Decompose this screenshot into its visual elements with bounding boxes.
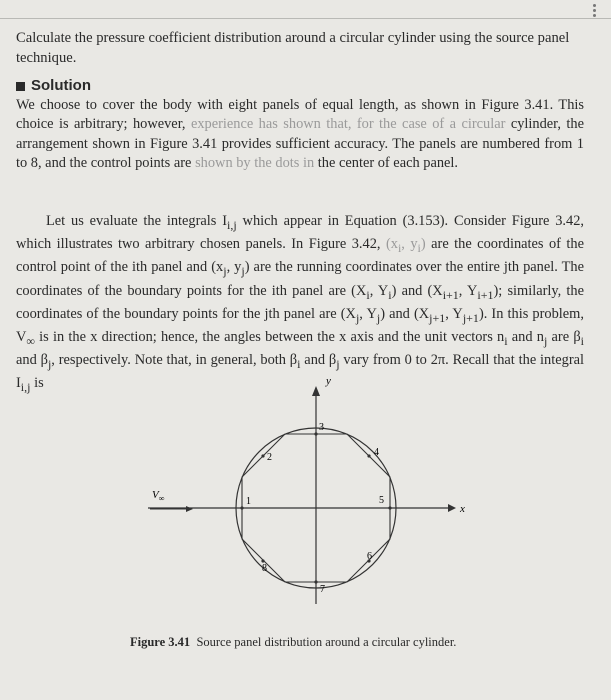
p2-h-sub1: i bbox=[297, 356, 301, 371]
p2-e-sub3: i+1 bbox=[442, 287, 459, 302]
panel-label-4: 4 bbox=[374, 447, 379, 458]
p2-e3: ) and (X bbox=[391, 282, 443, 299]
p2-h-sub3: i,j bbox=[20, 380, 31, 395]
panel-label-6: 6 bbox=[367, 551, 372, 562]
caption-label: Figure 3.41 bbox=[130, 635, 191, 649]
solution-heading bbox=[16, 76, 91, 96]
control-point-5 bbox=[388, 506, 391, 509]
p2-c: (x bbox=[385, 236, 398, 253]
p2-h4: is bbox=[30, 375, 44, 392]
y-axis-label: y bbox=[326, 375, 331, 387]
p2-e2: , Y bbox=[369, 282, 389, 299]
p2-h-sub2: j bbox=[336, 356, 340, 371]
p2-d-sub2: j bbox=[241, 264, 245, 279]
p2-c3: ) bbox=[420, 236, 426, 253]
p2-f3: ) and (X bbox=[380, 305, 430, 322]
p2-g-sub3: i bbox=[580, 333, 584, 348]
x-axis-arrow-icon bbox=[448, 504, 456, 512]
figure-3-41 bbox=[130, 372, 470, 634]
control-point-2 bbox=[261, 454, 264, 457]
panel-label-1: 1 bbox=[246, 496, 251, 507]
caption-text: Source panel distribution around a circular cylinder. bbox=[196, 635, 457, 649]
p2-f-sub4: j+1 bbox=[462, 310, 479, 325]
p2-c2: , y bbox=[401, 236, 418, 253]
p2-e-sub4: i+1 bbox=[477, 287, 494, 302]
panel-label-3: 3 bbox=[319, 422, 324, 433]
p2-f2: , Y bbox=[359, 305, 377, 322]
control-point-7 bbox=[314, 580, 317, 583]
p2-f-sub1: j bbox=[355, 310, 360, 325]
panel-label-2: 2 bbox=[267, 452, 272, 463]
p2-g4: and β bbox=[16, 352, 48, 369]
p2-f4: , Y bbox=[445, 305, 463, 322]
y-axis-arrow-icon bbox=[312, 386, 320, 396]
p2-c-sub1: i bbox=[397, 241, 402, 256]
p2-d3: ) are the running coordinates over the entire jth panel. The coordinates of the boundary points for the ith panel are (X bbox=[16, 259, 585, 299]
panel-label-7: 7 bbox=[320, 584, 325, 595]
p2-g2: and n bbox=[507, 328, 544, 345]
p2-e-sub1: i bbox=[366, 287, 370, 302]
x-axis-label: x bbox=[460, 503, 465, 515]
p2-d-sub1: j bbox=[223, 264, 227, 279]
p2-g5: , respectively. Note that, in general, both β bbox=[51, 352, 298, 369]
p2-e5: ); similarly, the coordinates of the boundary points for the jth panel are (X bbox=[16, 282, 584, 322]
control-point-4 bbox=[367, 454, 370, 457]
solution-heading-label: Solution bbox=[31, 77, 91, 94]
para1-text-c: cylinder, the arrangement shown in Figure 3.41 provides sufficient accuracy. The panels are numbered from 1 to 8, and the control points are bbox=[16, 116, 584, 171]
p2-d2: , y bbox=[226, 259, 242, 276]
p2-g-sub2: j bbox=[543, 333, 548, 348]
freestream-arrowhead-icon bbox=[186, 506, 193, 512]
control-point-1 bbox=[240, 506, 243, 509]
paragraph-2 bbox=[16, 212, 584, 397]
panel-label-5: 5 bbox=[379, 495, 384, 506]
panel-label-8: 8 bbox=[262, 563, 267, 574]
bullet-square-icon bbox=[16, 82, 25, 91]
para1-text-b: experience has shown that, for the case of a circular bbox=[190, 116, 506, 133]
top-divider bbox=[0, 18, 611, 19]
p2-g3: are β bbox=[547, 328, 581, 345]
p2-b: which appear in Equation (3.153). Consider Figure 3.42, which illustrates two arbitrary chosen panels. In Figure 3.42, bbox=[16, 213, 584, 253]
p2-f-sub5: ∞ bbox=[26, 333, 35, 348]
p2-g: is in the x direction; hence, the angles between the x axis and the unit vectors n bbox=[34, 328, 505, 345]
para1-text-e: the center of each panel. bbox=[317, 154, 459, 171]
p2-g-sub4: j bbox=[47, 356, 52, 371]
p2-d: are the coordinates of the control point of the ith panel and (x bbox=[16, 236, 584, 276]
p2-f-sub3: j+1 bbox=[429, 310, 446, 325]
more-options-icon[interactable] bbox=[585, 2, 603, 22]
p2-g-sub1: i bbox=[504, 333, 508, 348]
p2-a-sub: i,j bbox=[227, 217, 237, 232]
p2-e-sub2: i bbox=[388, 287, 392, 302]
p2-e4: , Y bbox=[458, 282, 478, 299]
para1-text-d: shown by the dots in bbox=[195, 154, 315, 171]
paragraph-1 bbox=[16, 96, 584, 173]
control-point-3 bbox=[314, 432, 317, 435]
p2-h3: vary from 0 to 2π. Recall that the integral I bbox=[16, 352, 584, 392]
p2-a: Let us evaluate the integrals I bbox=[46, 213, 228, 229]
p2-f5: ). In this problem, V bbox=[16, 305, 584, 345]
p2-f-sub2: j bbox=[376, 310, 381, 325]
para1-text-a: We choose to cover the body with eight panels of equal length, as shown in Figure 3.41. This choice is arbitrary; however, bbox=[16, 97, 584, 133]
question-text: Calculate the pressure coefficient distribution around a circular cylinder using the source panel technique. bbox=[16, 30, 570, 66]
figure-caption bbox=[130, 634, 460, 651]
freestream-label: $V_\infty$ bbox=[152, 489, 165, 503]
p2-h2: and β bbox=[300, 352, 337, 369]
p2-c-sub2: i bbox=[417, 241, 421, 256]
